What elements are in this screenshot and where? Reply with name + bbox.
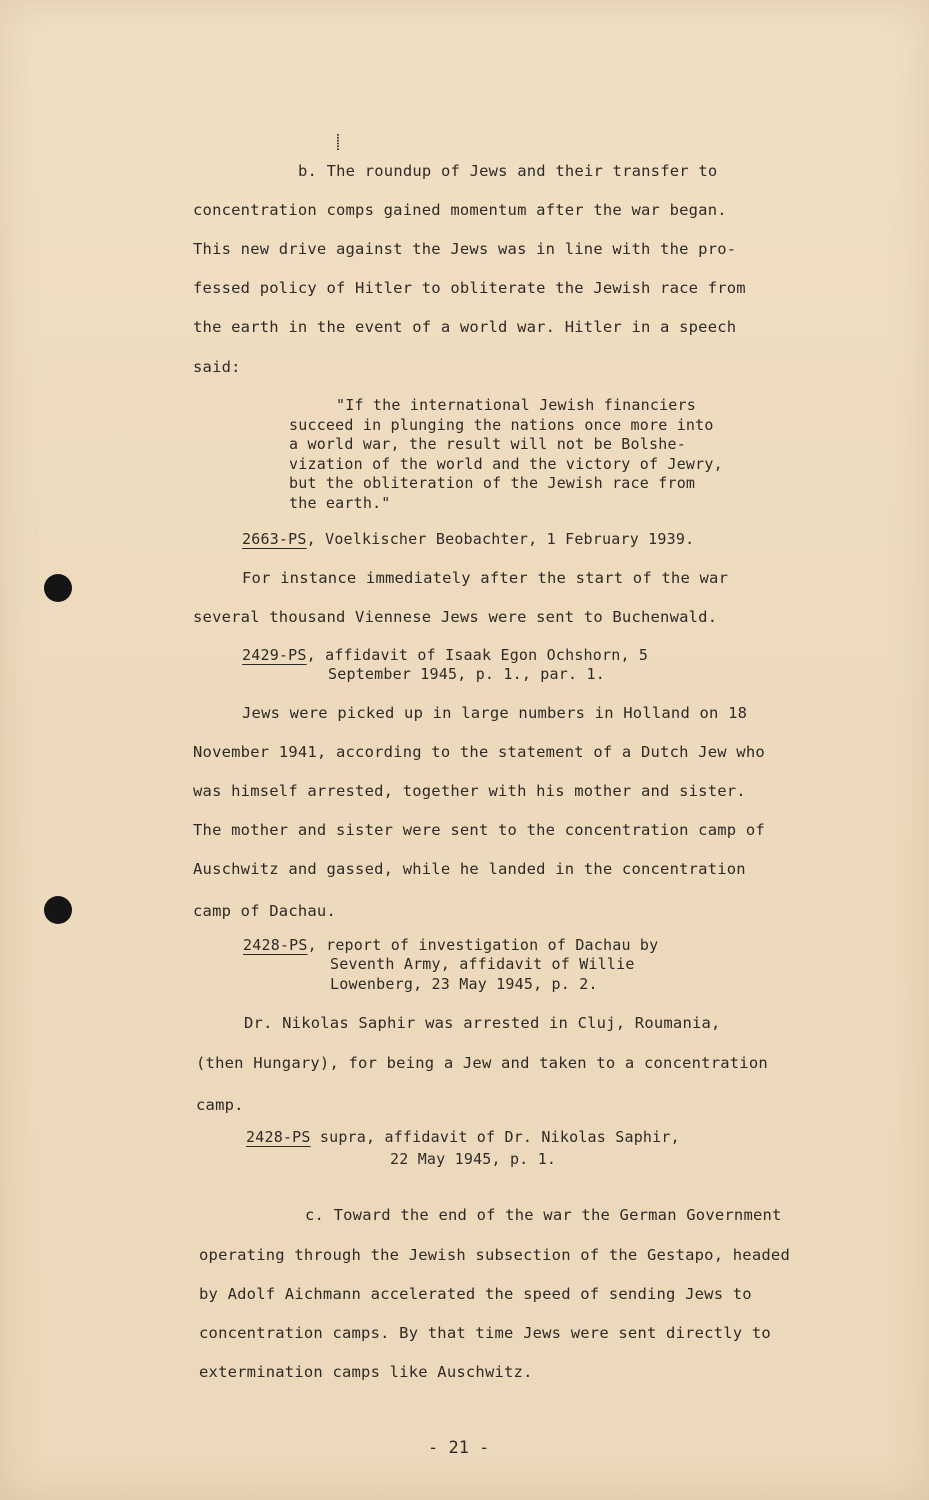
quote-line: vization of the world and the victory of Jewry, [289, 455, 723, 473]
citation-line [246, 1128, 680, 1146]
text-line: (then Hungary), for being a Jew and taken to a concentration [196, 1054, 768, 1072]
citation-line [242, 646, 648, 664]
text-line: concentration camps. By that time Jews were sent directly to [199, 1324, 771, 1342]
text-line: said: [193, 358, 241, 376]
text-line: operating through the Jewish subsection of the Gestapo, headed [199, 1246, 790, 1264]
text-line: by Adolf Aichmann accelerated the speed of sending Jews to [199, 1285, 752, 1303]
text-line: This new drive against the Jews was in line with the pro- [193, 240, 737, 258]
text-line: concentration comps gained momentum after the war began. [193, 201, 727, 219]
text-line: Auschwitz and gassed, while he landed in the concentration [193, 860, 746, 878]
citation-line [242, 530, 694, 548]
text-line: was himself arrested, together with his mother and sister. [193, 782, 746, 800]
text-line: b. The roundup of Jews and their transfer to [298, 162, 718, 180]
text-line: several thousand Viennese Jews were sent to Buchenwald. [193, 608, 718, 626]
ink-mark: ⸽ [336, 133, 340, 151]
citation-text: , report of investigation of Dachau by [307, 936, 659, 954]
quote-line: "If the international Jewish financiers [336, 396, 696, 414]
citation-line: 22 May 1945, p. 1. [390, 1150, 557, 1168]
text-line: extermination camps like Auschwitz. [199, 1363, 533, 1381]
citation-line: September 1945, p. 1., par. 1. [328, 665, 605, 683]
punch-hole [44, 896, 72, 924]
quote-line: the earth." [289, 494, 391, 512]
page-number: - 21 - [428, 1438, 490, 1458]
document-reference: 2428-PS [246, 1128, 311, 1146]
text-line: Dr. Nikolas Saphir was arrested in Cluj, Roumania, [244, 1014, 721, 1032]
text-line: fessed policy of Hitler to obliterate the Jewish race from [193, 279, 746, 297]
quote-line: a world war, the result will not be Bolshe- [289, 435, 686, 453]
citation-line: Seventh Army, affidavit of Willie [330, 955, 635, 973]
punch-hole [44, 574, 72, 602]
citation-text: supra, affidavit of Dr. Nikolas Saphir, [310, 1128, 680, 1146]
citation-line: Lowenberg, 23 May 1945, p. 2. [330, 975, 598, 993]
text-line: For instance immediately after the start of the war [242, 569, 729, 587]
document-reference: 2428-PS [243, 936, 308, 954]
quote-line: but the obliteration of the Jewish race from [289, 474, 696, 492]
citation-line [243, 936, 658, 954]
text-line: c. Toward the end of the war the German Government [305, 1206, 782, 1224]
text-line: November 1941, according to the statement of a Dutch Jew who [193, 743, 765, 761]
text-line: camp of Dachau. [193, 902, 336, 920]
quote-line: succeed in plunging the nations once more into [289, 416, 714, 434]
text-line: camp. [196, 1096, 244, 1114]
text-line: The mother and sister were sent to the concentration camp of [193, 821, 765, 839]
text-line: Jews were picked up in large numbers in Holland on 18 [242, 704, 748, 722]
text-line: the earth in the event of a world war. Hitler in a speech [193, 318, 737, 336]
document-reference: 2429-PS [242, 646, 307, 664]
document-reference: 2663-PS [242, 530, 307, 548]
citation-text: , affidavit of Isaak Egon Ochshorn, 5 [306, 646, 649, 664]
citation-text: , Voelkischer Beobachter, 1 February 1939. [306, 530, 695, 548]
